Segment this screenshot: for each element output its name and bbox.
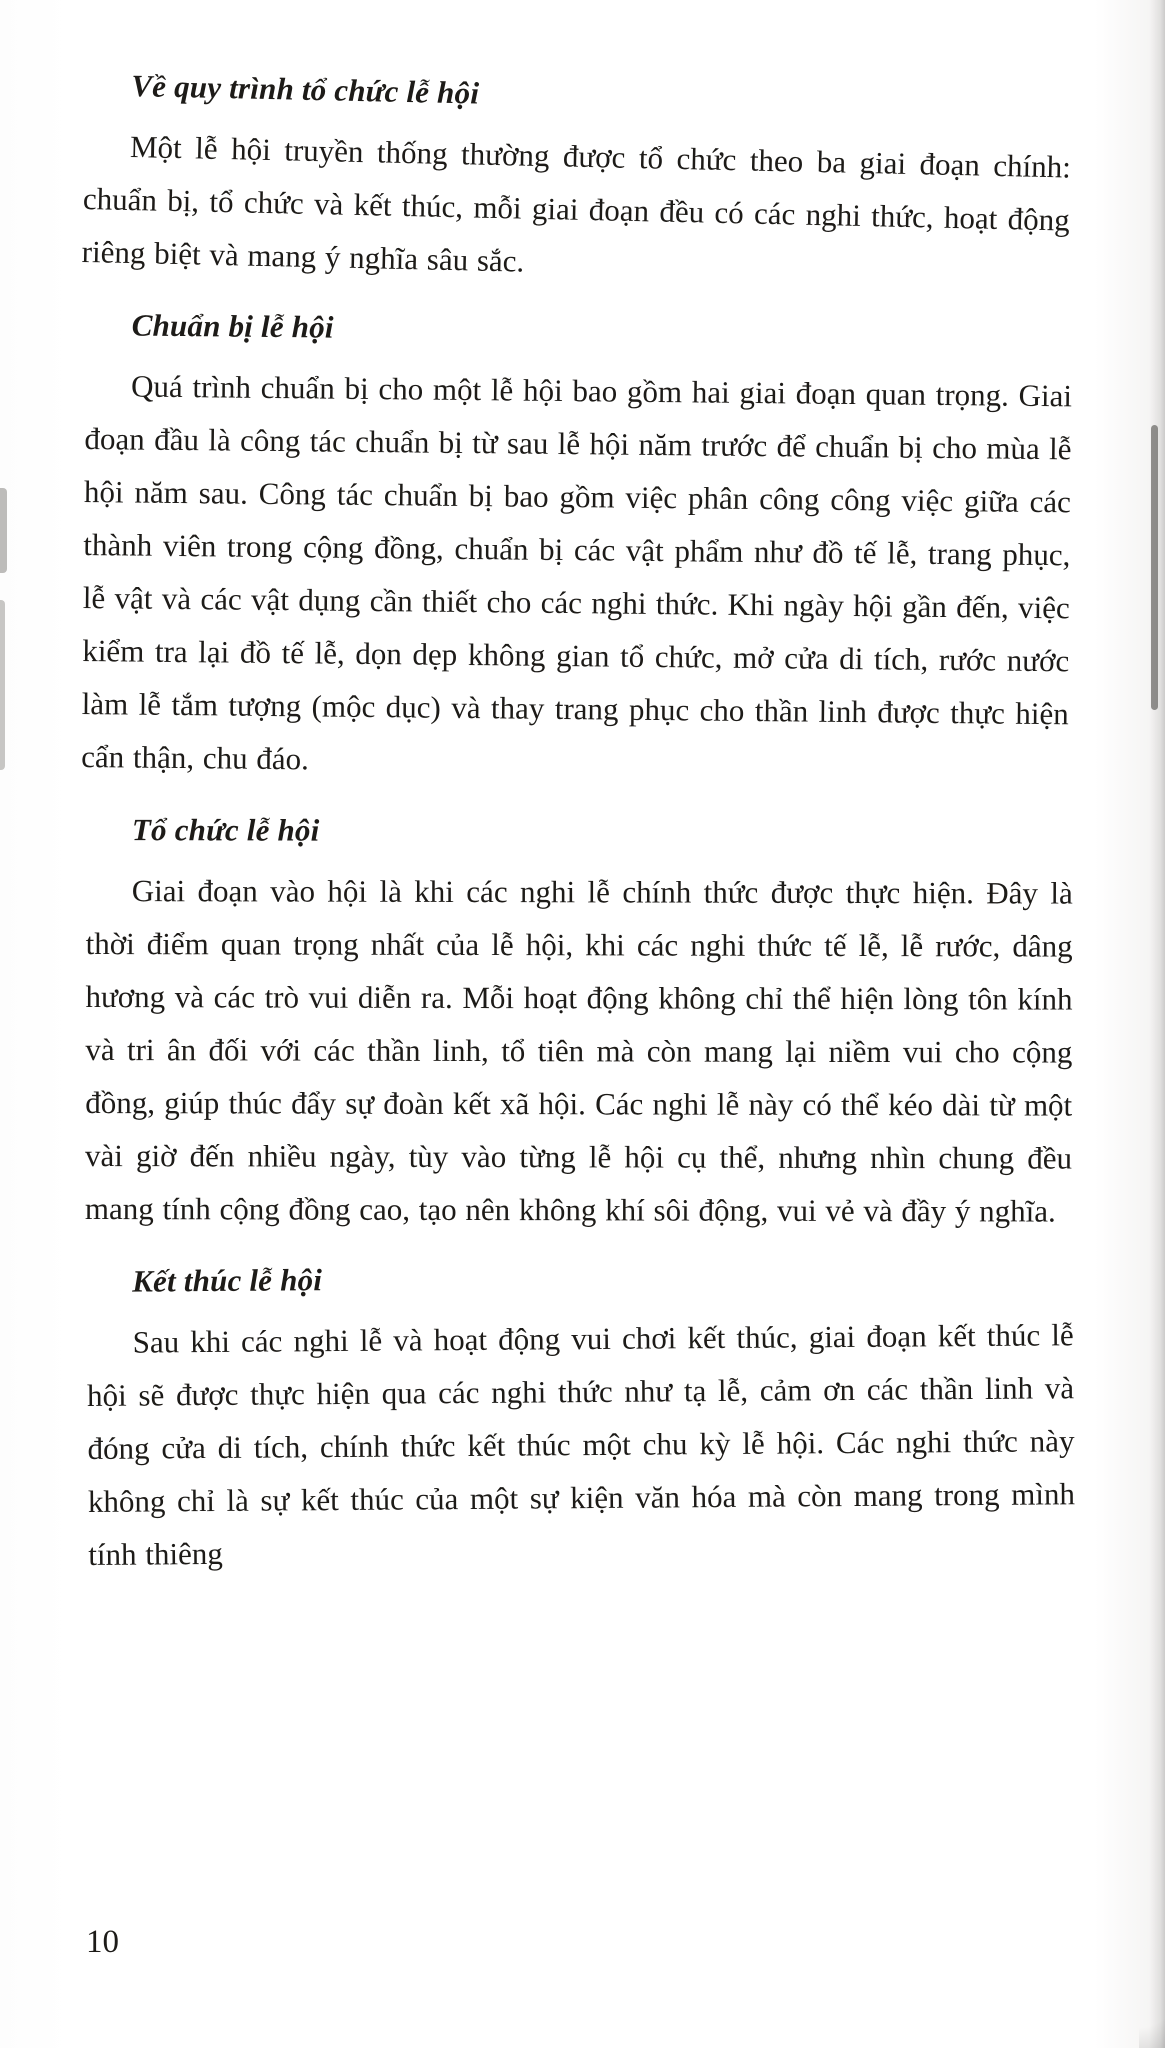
page-content [81, 58, 1076, 1581]
paragraph-chuan-bi: Quá trình chuẩn bị cho một lễ hội bao gồm hai giai đoạn quan trọng. Giai đoạn đầu là công tác chuẩn bị từ sau lễ hội năm trước để chuẩn bị cho mùa lễ hội năm sau. Công tác chuẩn bị bao gồm việc phân công công việc giữa các thành viên trong cộng đồng, chuẩn bị các vật phẩm như đồ tế lễ, trang phục, lễ vật và các vật dụng cần thiết cho các nghi thức. Khi ngày hội gần đến, việc kiểm tra lại đồ tế lễ, dọn dẹp không gian tổ chức, mở cửa di tích, rước nước làm lễ tắm tượng (mộc dục) và thay trang phục cho thần linh được thực hiện cẩn thận, chu đáo. [81, 368, 1073, 777]
scan-artifact-left-mark-2 [0, 600, 5, 770]
section-ket-thuc-le-hoi [86, 1247, 1076, 1581]
paragraph-to-chuc: Giai đoạn vào hội là khi các nghi lễ chính thức được thực hiện. Đây là thời điểm quan trọng nhất của lễ hội, khi các nghi thức tế lễ, lễ rước, dâng hương và các trò vui diễn ra. Mỗi hoạt động không chỉ thể hiện lòng tôn kính và tri ân đối với các thần linh, tổ tiên mà còn mang lại niềm vui cho cộng đồng, giúp thúc đẩy sự đoàn kết xã hội. Các nghi lễ này có thể kéo dài từ một vài giờ đến nhiều ngày, tùy vào từng lễ hội cụ thể, nhưng nhìn chung đều mang tính cộng đồng cao, tạo nên không khí sôi động, vui vẻ và đầy ý nghĩa. [84, 873, 1073, 1229]
scan-artifact-corner-shadow [1139, 1988, 1165, 2048]
section-heading-quy-trinh: Về quy trình tổ chức lễ hội [131, 68, 480, 111]
paragraph-ket-thuc: Sau khi các nghi lễ và hoạt động vui chơi kết thúc, giai đoạn kết thúc lễ hội sẽ được thực hiện qua các nghi thức như tạ lễ, cảm ơn các thần linh và đóng cửa di tích, chính thức kết thúc một chu kỳ lễ hội. Các nghi thức này không chỉ là sự kết thúc của một sự kiện văn hóa mà còn mang trong mình tính thiêng [86, 1317, 1076, 1572]
scan-artifact-right-shade [1149, 0, 1165, 2048]
scan-artifact-right-dark-strip [1151, 425, 1158, 710]
section-heading-ket-thuc: Kết thúc lễ hội [132, 1262, 323, 1299]
section-heading-chuan-bi: Chuẩn bị lễ hội [131, 307, 334, 345]
paragraph-quy-trinh: Một lễ hội truyền thống thường được tổ chức theo ba giai đoạn chính: chuẩn bị, tổ chức và kết thúc, mỗi giai đoạn đều có các nghi thức, hoạt động riêng biệt và mang ý nghĩa sâu sắc. [81, 128, 1072, 279]
section-quy-trinh-to-chuc-le-hoi [81, 58, 1073, 299]
page-number: 10 [86, 1924, 119, 1960]
scan-artifact-left-mark-1 [0, 488, 7, 573]
section-to-chuc-le-hoi [85, 803, 1073, 1238]
section-heading-to-chuc: Tổ chức lễ hội [131, 812, 320, 848]
section-chuan-bi-le-hoi [81, 298, 1073, 793]
